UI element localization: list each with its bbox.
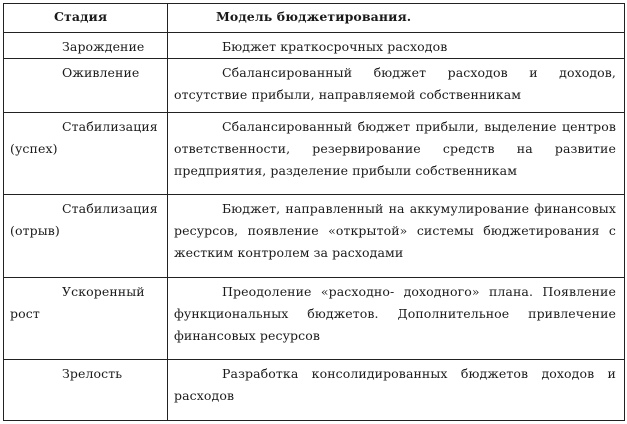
model-cell [168,59,625,113]
stage-line: Зрелость [62,366,123,381]
stage-line: (успех) [10,141,58,156]
model-line: Сбалансированный бюджет прибыли, выделение центров [222,119,616,134]
stage-line: Оживление [62,65,140,80]
stage-line: рост [10,306,40,321]
stage-cell [4,59,168,113]
model-line: предприятия, разделение прибыли собственникам [174,163,518,178]
model-line: Сбалансированный бюджет расходов и доходов, [222,65,616,80]
model-line: ответственности, резервирование средств на развитие [174,141,616,156]
model-cell [168,195,625,278]
stage-cell [4,278,168,360]
header-stage: Стадия [4,4,168,33]
model-cell [168,113,625,195]
table-row [4,113,625,195]
stage-cell [4,195,168,278]
table-row [4,195,625,278]
model-line: функциональных бюджетов. Дополнительное привлечение [174,306,616,321]
table-row [4,59,625,113]
model-line: Преодоление «расходно- доходного» плана. Появление [222,284,616,299]
table-header-row [4,4,625,33]
stage-cell [4,33,168,59]
stage-cell [4,360,168,421]
stage-line: Стабилизация [62,201,158,216]
model-cell [168,360,625,421]
model-line: жестким контролем за расходами [174,245,404,260]
model-line: отсутствие прибыли, направляемой собственникам [174,87,522,102]
stage-line: Зарождение [62,39,145,54]
model-line: Бюджет, направленный на аккумулирование финансовых [222,201,616,216]
table-row [4,278,625,360]
model-line: расходов [174,388,235,403]
stage-line: Ускоренный [62,284,145,299]
stage-cell [4,113,168,195]
table-row [4,33,625,59]
model-line: финансовых ресурсов [174,328,320,343]
budgeting-stages-table [3,3,625,421]
stage-line: Стабилизация [62,119,158,134]
table-row [4,360,625,421]
header-model: Модель бюджетирования. [168,4,625,33]
model-line: Бюджет краткосрочных расходов [222,39,448,54]
stage-line: (отрыв) [10,223,60,238]
model-line: ресурсов, появление «открытой» системы бюджетирования с [174,223,616,238]
model-cell [168,33,625,59]
model-cell [168,278,625,360]
model-line: Разработка консолидированных бюджетов доходов и [222,366,616,381]
